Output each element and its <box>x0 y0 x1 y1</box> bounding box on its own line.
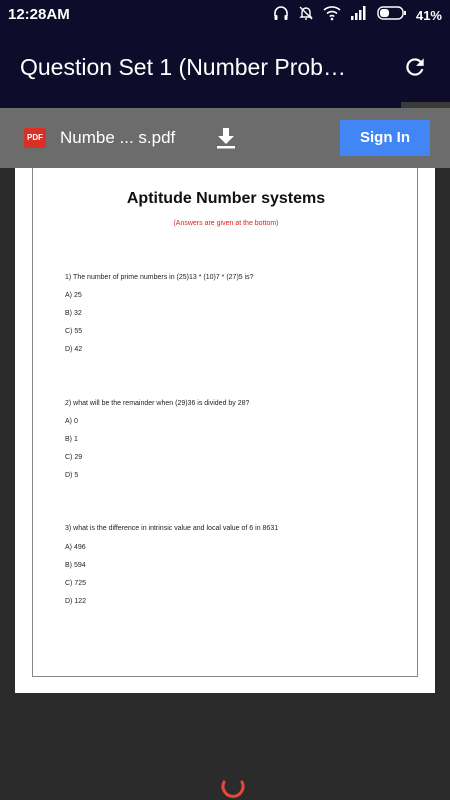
headphones-icon <box>273 5 289 26</box>
document-title: Aptitude Number systems <box>126 190 326 207</box>
question-1-option-d: D) 42 <box>65 346 83 353</box>
wifi-icon <box>323 5 341 26</box>
refresh-icon[interactable] <box>402 54 428 80</box>
question-2-option-a: A) 0 <box>65 418 78 425</box>
status-icons <box>273 5 442 25</box>
sign-in-button[interactable]: Sign In <box>340 120 430 156</box>
question-1-text: 1) The number of prime numbers in (25)13 * (10)7 * (27)5 is? <box>65 274 254 281</box>
loading-spinner-icon <box>220 772 246 798</box>
status-bar <box>0 0 450 30</box>
document-subtitle: (Answers are given at the bottom) <box>173 220 279 227</box>
bell-off-icon <box>298 5 314 26</box>
battery-percent: 41% <box>415 7 442 23</box>
pdf-toolbar <box>0 108 450 168</box>
question-3-option-c: C) 725 <box>65 580 87 587</box>
question-2-text: 2) what will be the remainder when (29)36 is divided by 28? <box>65 400 250 407</box>
question-3-option-b: B) 594 <box>65 562 86 569</box>
battery-icon <box>377 6 407 25</box>
question-1-option-c: C) 55 <box>65 328 83 335</box>
signal-icon <box>350 6 368 25</box>
pdf-filename: Numbe ... s.pdf <box>60 128 176 147</box>
app-bar <box>0 30 450 102</box>
question-2-option-b: B) 1 <box>65 436 78 443</box>
pdf-file-icon: PDF <box>24 128 46 148</box>
question-1-option-a: A) 25 <box>65 292 82 299</box>
status-time: 12:28AM <box>8 6 70 23</box>
page-title: Question Set 1 (Number Prob… <box>20 54 346 80</box>
question-3-text: 3) what is the difference in intrinsic value and local value of 6 in 8631 <box>65 525 279 532</box>
question-3-option-d: D) 122 <box>65 598 87 605</box>
question-2-option-c: C) 29 <box>65 454 83 461</box>
pdf-page-frame <box>32 168 418 677</box>
pdf-page <box>15 168 435 693</box>
question-1-option-b: B) 32 <box>65 310 82 317</box>
question-2-option-d: D) 5 <box>65 472 79 479</box>
download-icon[interactable] <box>215 126 237 150</box>
question-3-option-a: A) 496 <box>65 544 86 551</box>
